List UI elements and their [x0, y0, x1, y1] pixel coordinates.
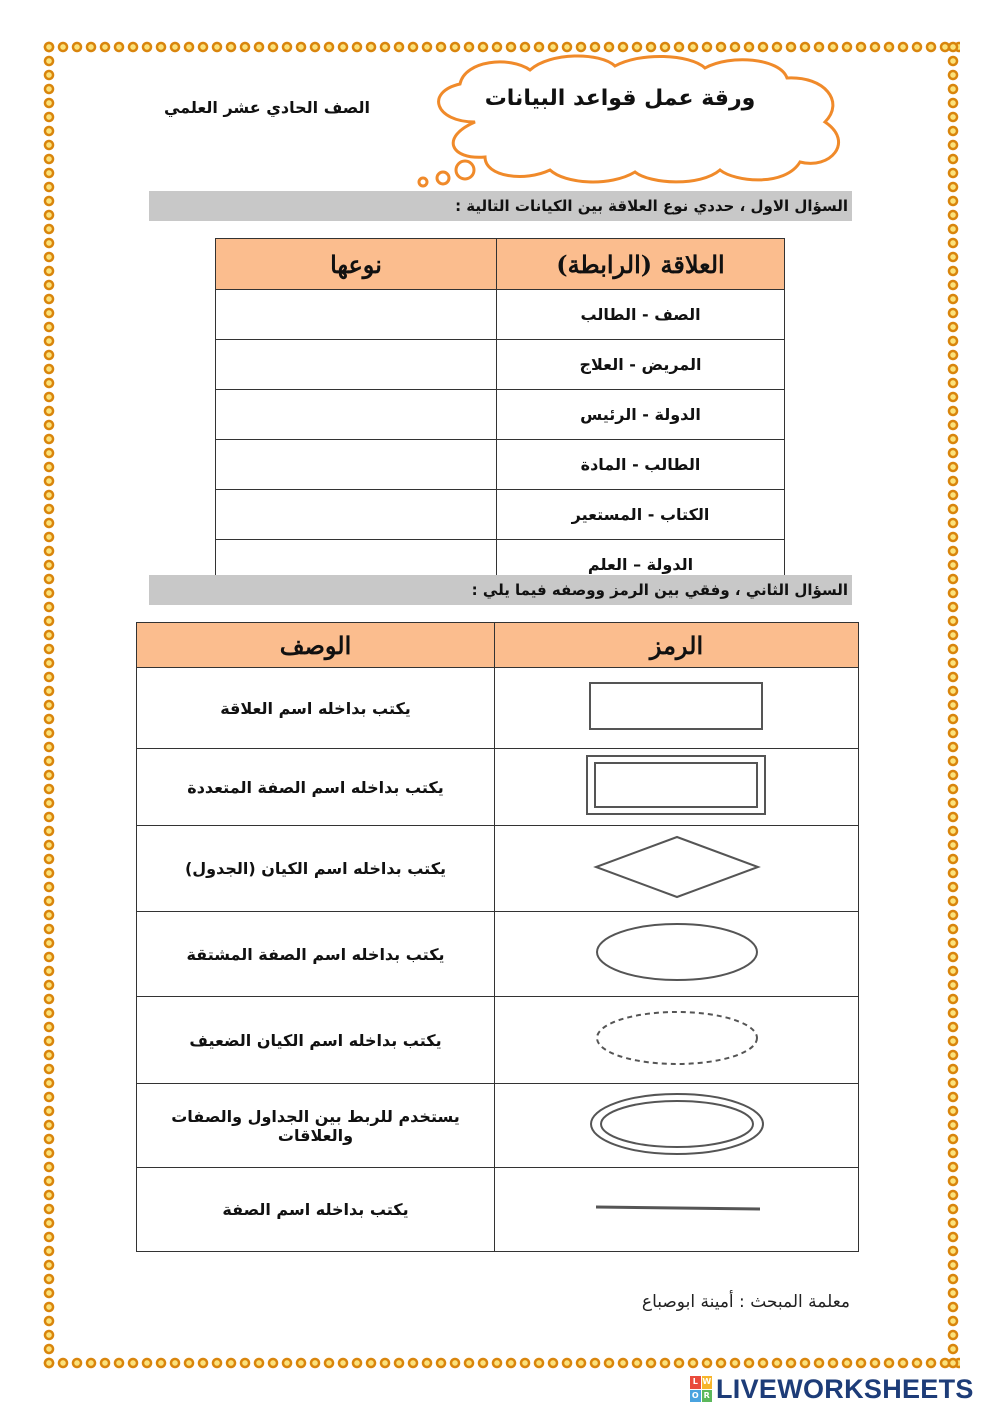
symbol-cell [495, 826, 859, 912]
relationship-cell: المريض - العلاج [497, 340, 785, 390]
symbol-cell [495, 1168, 859, 1252]
teacher-name: معلمة المبحث : أمينة ابوصباع [641, 1292, 850, 1312]
answer-cell[interactable] [216, 290, 497, 340]
answer-cell[interactable] [216, 390, 497, 440]
worksheet-title: ورقة عمل قواعد البيانات [484, 86, 756, 111]
column-header-type: نوعها [216, 239, 497, 290]
question1-prompt: السؤال الاول ، حددي نوع العلاقة بين الكيانات التالية : [149, 191, 852, 221]
answer-cell[interactable] [216, 490, 497, 540]
table-row [216, 440, 785, 490]
rectangle-symbol[interactable] [582, 676, 772, 736]
symbol-cell [495, 1084, 859, 1168]
description-cell: يكتب بداخله اسم الكيان الضعيف [137, 997, 495, 1084]
column-header-symbol: الرمز [495, 623, 859, 668]
dashed-ellipse-symbol[interactable] [582, 1005, 772, 1071]
description-cell: يكتب بداخله اسم الصفة المتعددة [137, 749, 495, 826]
symbol-cell [495, 749, 859, 826]
relationship-table [215, 238, 785, 590]
symbol-cell [495, 668, 859, 749]
relationship-cell: الدولة – العلم [497, 540, 785, 590]
table-row [137, 1084, 859, 1168]
answer-cell[interactable] [216, 340, 497, 390]
ellipse-symbol[interactable] [582, 919, 772, 985]
column-header-relationship: العلاقة (الرابطة) [497, 239, 785, 290]
description-cell: يكتب بداخله اسم الكيان (الجدول) [137, 826, 495, 912]
table-row [137, 668, 859, 749]
page-border-left [42, 40, 56, 1370]
relationship-cell: الدولة - الرئيس [497, 390, 785, 440]
table-row [137, 749, 859, 826]
grade-label: الصف الحادي عشر العلمي [163, 98, 370, 117]
liveworksheets-logo-icon: L W O R [690, 1376, 712, 1402]
relationship-cell: الكتاب - المستعير [497, 490, 785, 540]
table-row [216, 490, 785, 540]
double-rectangle-symbol[interactable] [582, 752, 772, 818]
description-cell: يكتب بداخله اسم الصفة [137, 1168, 495, 1252]
liveworksheets-wordmark: LIVEWORKSHEETS [716, 1373, 974, 1404]
table-header-row [216, 239, 785, 290]
description-cell: يكتب بداخله اسم الصفة المشتقة [137, 912, 495, 997]
table-row [216, 290, 785, 340]
symbol-cell [495, 912, 859, 997]
symbol-cell [495, 997, 859, 1084]
double-ellipse-symbol[interactable] [582, 1091, 772, 1157]
table-row [137, 912, 859, 997]
table-row [216, 390, 785, 440]
diamond-symbol[interactable] [582, 832, 772, 902]
table-row [137, 826, 859, 912]
table-row [137, 1168, 859, 1252]
title-cloud [415, 52, 855, 192]
symbol-table [136, 622, 859, 1252]
description-cell [137, 1084, 495, 1168]
description-cell: يكتب بداخله اسم العلاقة [137, 668, 495, 749]
question2-prompt: السؤال الثاني ، وفقي بين الرمز ووصفه فيما يلي : [149, 575, 852, 605]
page-border-bottom [42, 1356, 960, 1370]
table-header-row [137, 623, 859, 668]
description-text: يستخدم للربط بين الجداول والصفات والعلاقات [171, 1106, 460, 1145]
table-row [137, 997, 859, 1084]
line-symbol[interactable] [582, 1198, 772, 1218]
column-header-description: الوصف [137, 623, 495, 668]
answer-cell[interactable] [216, 440, 497, 490]
relationship-cell: الصف - الطالب [497, 290, 785, 340]
relationship-cell: الطالب - المادة [497, 440, 785, 490]
table-row [216, 340, 785, 390]
liveworksheets-brand[interactable] [690, 1372, 990, 1406]
page-border-right [946, 40, 960, 1370]
